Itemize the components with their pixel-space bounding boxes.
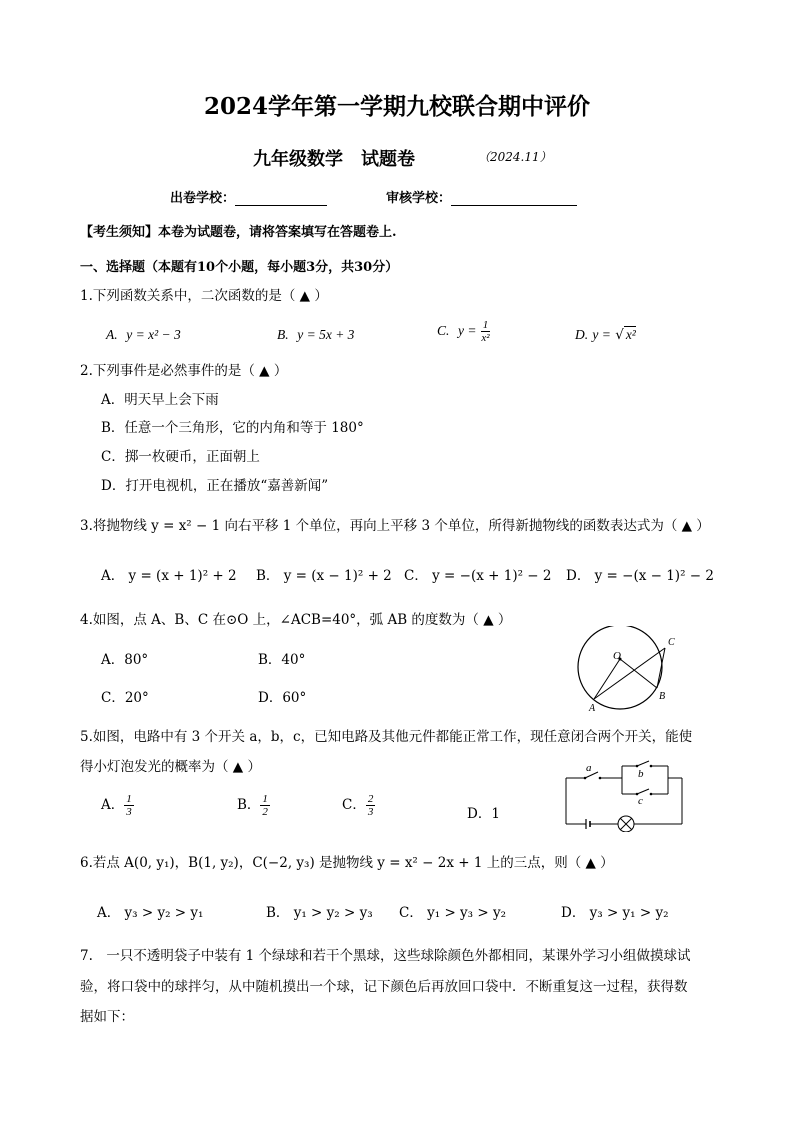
q6-option-c: C． y₁ > y₃ > y₂ [399,905,507,921]
school-blank [235,191,327,206]
q3-option-a: A． y = (x + 1)² + 2 [101,568,237,584]
q2-option-c: C．掷一枚硬币，正面朝上 [101,449,260,465]
exam-date: （2024.11） [478,150,552,164]
q5-option-b: B． $\frac{1}{2}$ [237,793,268,818]
q3-stem: 3.将抛物线 y = x² − 1 向右平移 1 个单位，再向上平移 3 个单位，所得新抛物线的函数表达式为（ ▲ ） [80,518,710,534]
q5-option-d: D．1 [467,806,500,822]
q6-stem: 6.若点 A(0, y₁)，B(1, y₂)，C(−2, y₃) 是抛物线 y = x² − 2x + 1 上的三点，则（ ▲ ） [80,855,614,871]
q1-c-fraction: $\frac{1}{\text{x²}}$ [481,319,490,344]
q1-option-b: B. y = 5x + 3 [277,327,355,342]
q6-option-a: A． y₃ > y₂ > y₁ [97,905,204,921]
q5-label-b: b [638,768,644,780]
q2-option-b: B．任意一个三角形，它的内角和等于 180° [101,420,364,436]
q5-label-c: c [638,795,643,807]
section-heading: 一、选择题（本题有10个小题，每小题3分，共30分） [80,260,399,275]
q4-option-a: A．80° [101,652,149,668]
q6-option-b: B． y₁ > y₂ > y₃ [266,905,373,921]
q4-option-c: C．20° [101,690,149,706]
q4-stem: 4.如图，点 A、B、C 在⊙O 上，∠ACB=40°，弧 AB 的度数为（ ▲ ） [80,612,512,628]
q3-option-d: D． y = −(x − 1)² − 2 [566,568,714,584]
q1-option-c: C. y = $\frac{1}{\text{x²}}$ [437,319,490,344]
page-subtitle: 九年级数学 试题卷 [253,149,415,170]
q5-circuit-figure [558,760,688,832]
q3-option-c: C． y = −(x + 1)² − 2 [404,568,552,584]
q7-line1: 7. 一只不透明袋子中装有 1 个绿球和若干个黑球，这些球除颜色外都相同，某课外学习小组做摸球试 [80,948,691,964]
school-label: 出卷学校： [170,191,236,206]
school-field [170,187,327,206]
review-blank [451,191,577,206]
exam-notice: 【考生须知】本卷为试题卷，请将答案填写在答题卷上. [80,225,397,240]
q5-stem-line1: 5.如图，电路中有 3 个开关 a，b，c，已知电路及其他元件都能正常工作，现任意闭合两个开关，能使 [80,729,693,745]
q2-option-d: D．打开电视机，正在播放“嘉善新闻” [101,478,329,494]
review-label: 审核学校： [386,191,452,206]
q5-label-a: a [586,762,592,774]
page-title: 2024学年第一学期九校联合期中评价 [203,93,590,120]
q5-stem-line2: 得小灯泡发光的概率为（ ▲ ） [80,759,261,775]
q7-line3: 据如下： [80,1009,134,1025]
review-field [386,187,577,206]
q5-option-c: C． $\frac{2}{3}$ [342,793,374,818]
q3-option-b: B． y = (x − 1)² + 2 [256,568,392,584]
q2-option-a: A．明天早上会下雨 [101,392,219,408]
q4-label-o: O [613,650,621,662]
q1-option-a: A. y = x² − 3 [106,327,181,342]
q4-option-d: D．60° [258,690,307,706]
q6-option-d: D． y₃ > y₁ > y₂ [561,905,669,921]
q7-line2: 验，将口袋中的球拌匀，从中随机摸出一个球，记下颜色后再放回口袋中．不断重复这一过程，获得数 [80,979,688,995]
q5-option-a: A． $\frac{1}{3}$ [101,793,132,818]
q1-option-d: D. y = √ x² [575,327,636,343]
q4-label-b: B [659,691,666,702]
q4-circle-figure [568,626,688,712]
q1-stem: 1.下列函数关系中，二次函数的是（ ▲ ） [80,288,328,304]
q4-label-a: A [589,703,596,712]
q4-label-c: C [668,637,675,648]
q4-option-b: B．40° [258,652,306,668]
q2-stem: 2.下列事件是必然事件的是（ ▲ ） [80,363,288,379]
